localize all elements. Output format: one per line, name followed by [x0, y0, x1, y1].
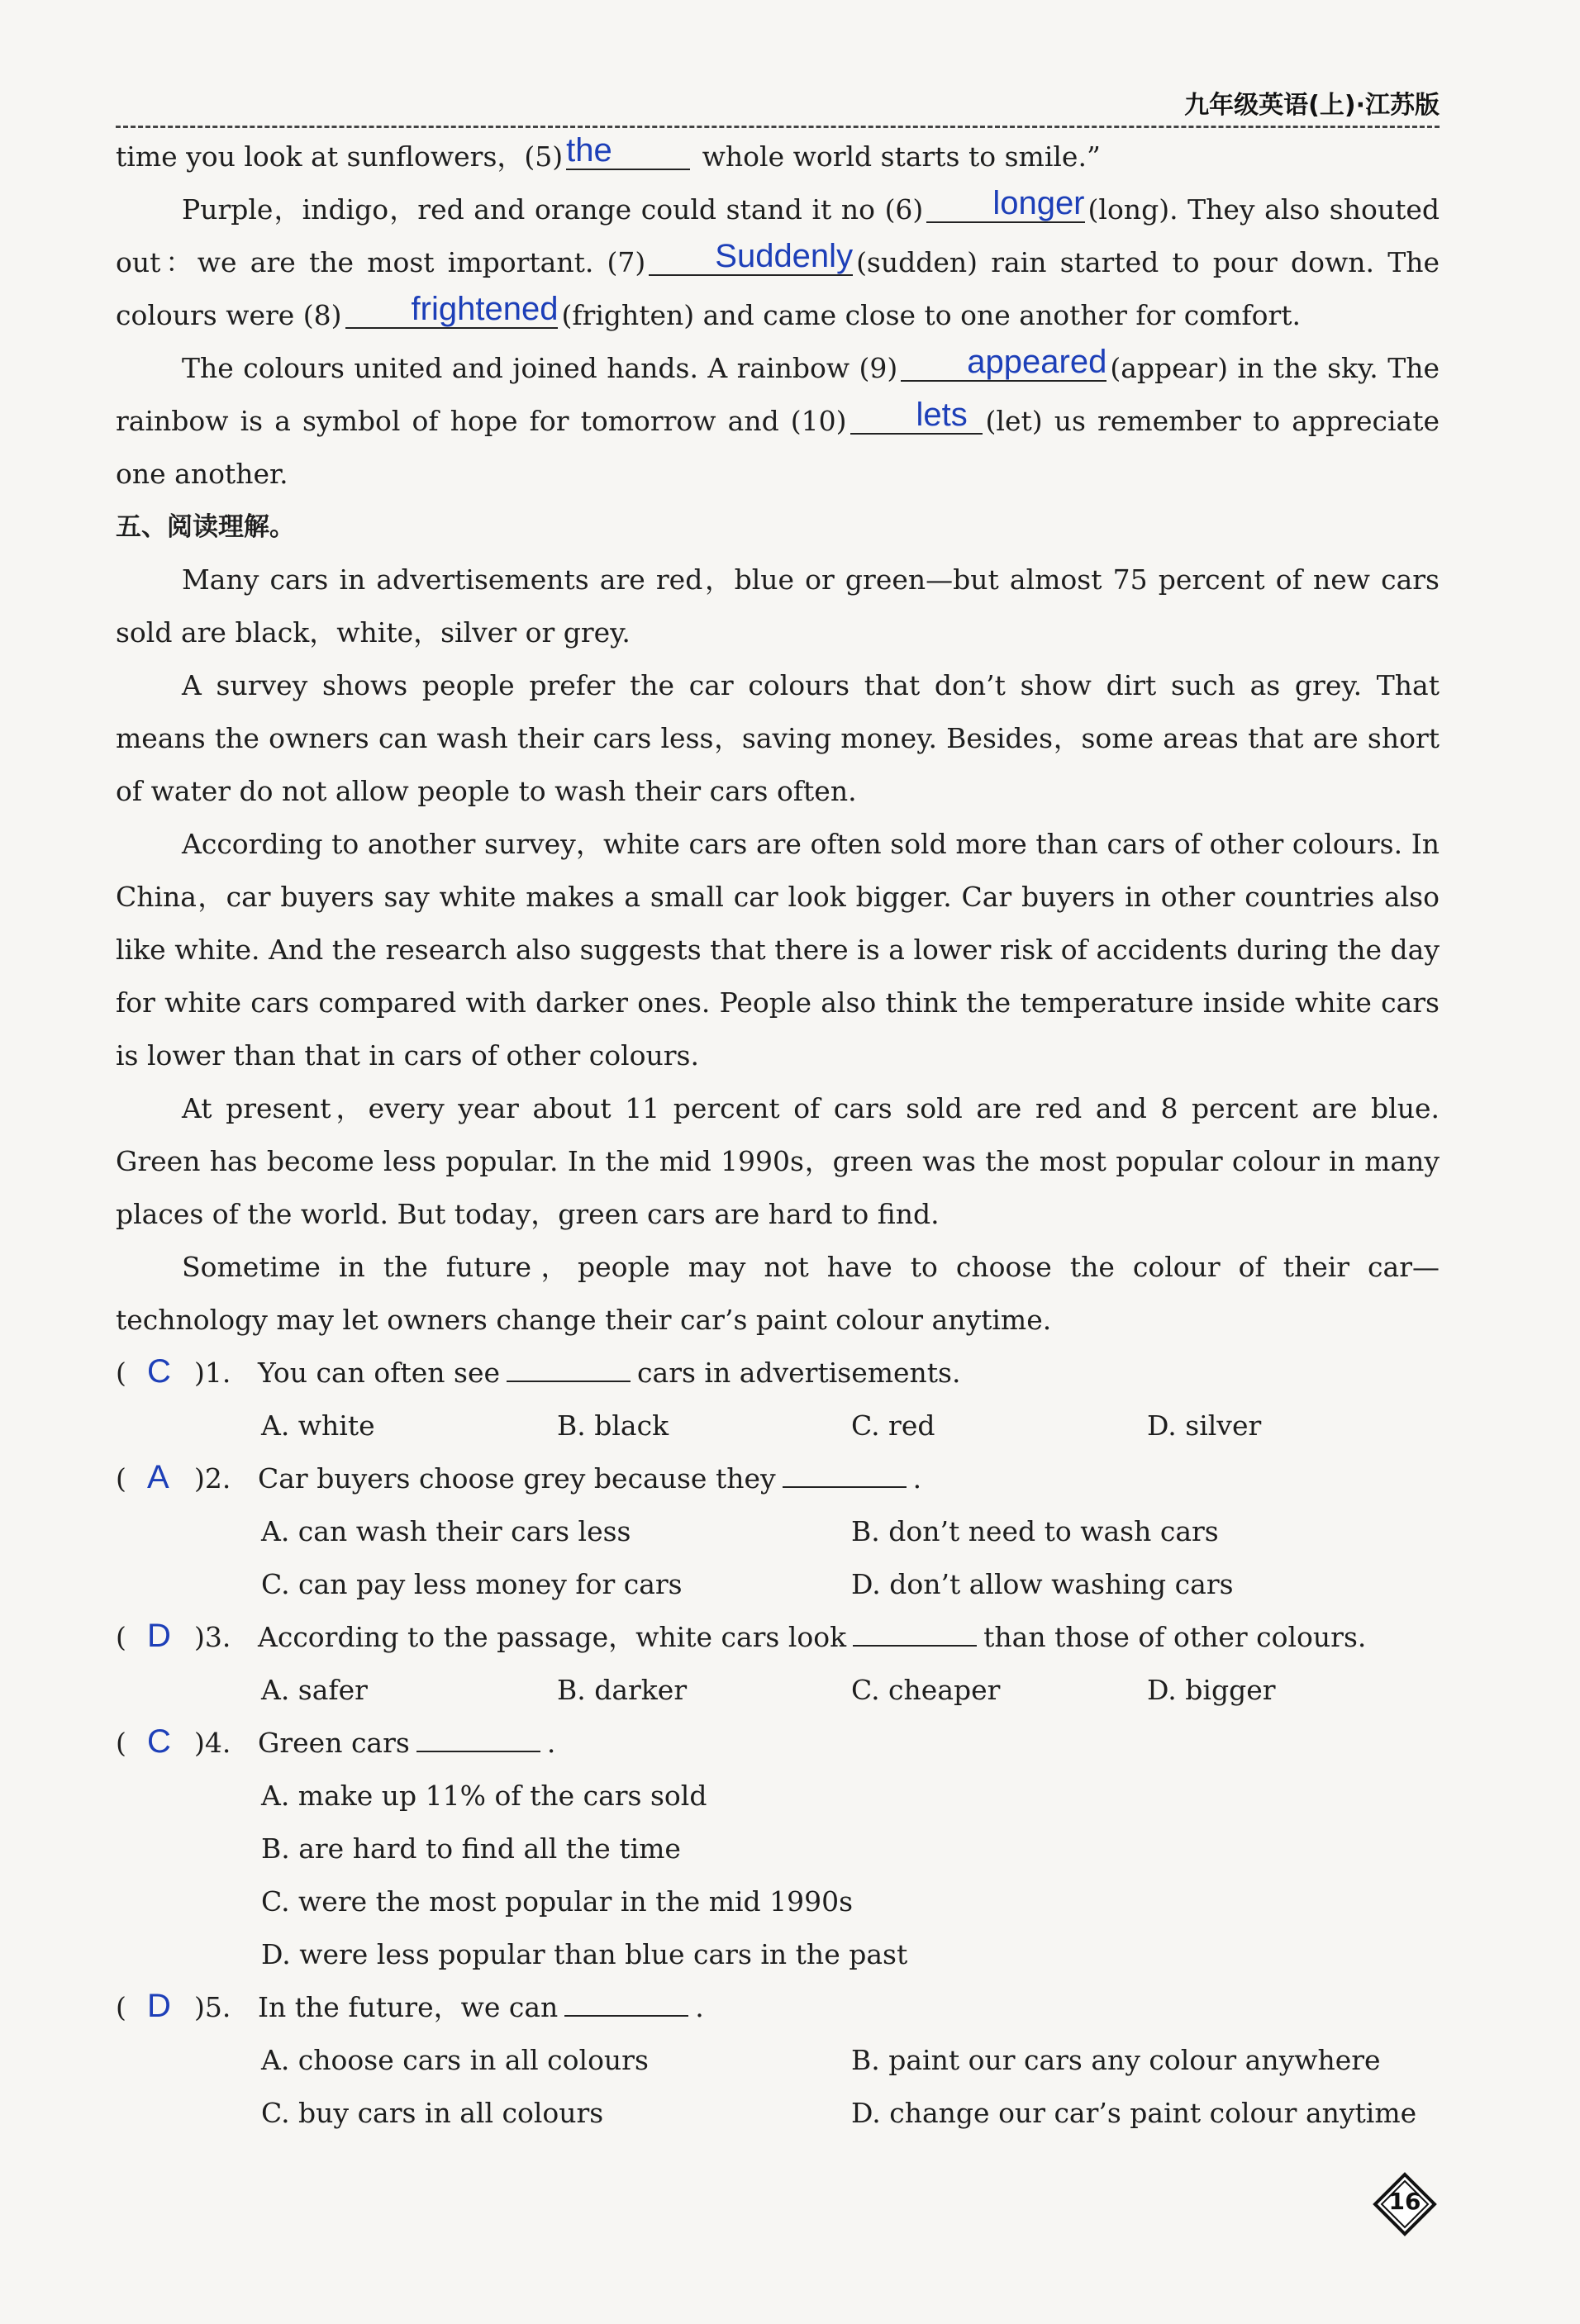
answer-7: Suddenly	[715, 238, 854, 274]
question-3	[116, 1611, 1440, 1664]
page-header	[116, 83, 1440, 128]
stem-text: .	[695, 1991, 704, 2023]
question-stem	[258, 1347, 961, 1400]
question-number: )4.	[194, 1727, 231, 1759]
option-d: D. don’t allow washing cars	[851, 1568, 1234, 1600]
cloze-line-1	[116, 131, 1440, 183]
question-4	[116, 1717, 1440, 1770]
options-row	[116, 1770, 1440, 1823]
cloze-text: The colours united and joined hands. A rainbow (9)	[182, 352, 898, 384]
answer-choice: A	[147, 1459, 169, 1495]
option-a: A. make up 11% of the cars sold	[261, 1780, 707, 1812]
question-number: )2.	[194, 1462, 231, 1495]
bracket-open: (	[116, 1462, 126, 1495]
reading-paragraph-4: At present，every year about 11 percent of cars sold are red and 8 percent are blue. Green has become less popular. In the mid 1990s，green was the most popular colour in many places of the world. But today，green cars are hard to find.	[116, 1092, 1440, 1230]
answer-choice: D	[147, 1618, 171, 1654]
bracket-open: (	[116, 1991, 126, 2023]
blank-9	[901, 345, 1106, 382]
options-row	[116, 1823, 1440, 1875]
answer-blank	[783, 1458, 907, 1488]
stem-text: In the future，we can	[258, 1991, 559, 2023]
option-b: B. don’t need to wash cars	[851, 1515, 1219, 1547]
question-number: )5.	[194, 1991, 231, 2023]
blank-5	[566, 134, 690, 170]
option-b: B. paint our cars any colour anywhere	[851, 2044, 1381, 2076]
question-stem	[258, 1981, 704, 2034]
cloze-text: time you look at sunflowers，(5)	[116, 140, 564, 173]
answer-blank	[564, 1987, 688, 2017]
stem-text: Green cars	[258, 1727, 410, 1759]
stem-text: .	[546, 1727, 556, 1759]
option-d: D. change our car’s paint colour anytime	[851, 2097, 1417, 2129]
reading-paragraph-2: A survey shows people prefer the car colours that don’t show dirt such as grey. That means the owners can wash their cars less，saving money. Besides，some areas that are short of water do not allow people to wash their cars often.	[116, 669, 1440, 807]
options-row	[116, 1505, 1440, 1558]
question-stem	[258, 1452, 921, 1505]
cloze-text: (long). They also shouted out：we are the most important. (7)	[116, 193, 1440, 278]
stem-text: than those of other colours.	[983, 1621, 1367, 1653]
question-number: )3.	[194, 1621, 231, 1653]
stem-text: .	[912, 1462, 922, 1495]
bracket-open: (	[116, 1357, 126, 1389]
stem-text: You can often see	[258, 1357, 501, 1389]
question-1	[116, 1347, 1440, 1400]
page-body	[116, 131, 1440, 2140]
answer-blank	[416, 1723, 540, 1752]
answer-choice: D	[147, 1988, 171, 2024]
options-row	[116, 1875, 1440, 1928]
options-row	[116, 1664, 1440, 1717]
options-row	[116, 2087, 1440, 2140]
cloze-text: (let) us remember to appreciate one another.	[116, 405, 1440, 490]
blank-8	[345, 292, 559, 329]
answer-blank	[853, 1617, 977, 1647]
answer-8: frightened	[411, 291, 559, 327]
question-number: )1.	[194, 1357, 231, 1389]
blank-6	[926, 187, 1084, 223]
option-b: B. are hard to find all the time	[261, 1832, 681, 1865]
question-2	[116, 1452, 1440, 1505]
reading-paragraph-1: Many cars in advertisements are red，blue or green—but almost 75 percent of new cars sold are black，white，silver or grey.	[116, 563, 1440, 649]
options-row	[116, 2034, 1440, 2087]
answer-choice: C	[147, 1723, 171, 1760]
cloze-text: (appear) in the sky. The rainbow is a symbol of hope for tomorrow and (10)	[116, 352, 1440, 437]
option-d: D. were less popular than blue cars in the past	[261, 1938, 908, 1970]
option-c: C. were the most popular in the mid 1990s	[261, 1885, 854, 1918]
option-b: B. darker	[557, 1674, 688, 1706]
answer-choice: C	[147, 1353, 171, 1390]
option-c: C. red	[851, 1409, 935, 1442]
cloze-text: (sudden) rain started to pour down. The colours were (8)	[116, 246, 1440, 331]
option-a: A. white	[261, 1409, 375, 1442]
cloze-paragraph-3	[116, 342, 1440, 501]
answer-6: longer	[992, 185, 1085, 221]
options-row	[116, 1928, 1440, 1981]
question-stem	[258, 1717, 555, 1770]
cloze-text: (frighten) and came close to one another for comfort.	[561, 299, 1301, 331]
stem-text: Car buyers choose grey because they	[258, 1462, 776, 1495]
stem-text: According to the passage，white cars look	[258, 1621, 847, 1653]
cloze-paragraph-2	[116, 183, 1440, 342]
reading-paragraph-3: According to another survey，white cars are often sold more than cars of other colours. In China，car buyers say white makes a small car look bigger. Car buyers in other countries also like white. And the research also suggests that there is a lower risk of accidents during the day for white cars compared with darker ones. People also think the temperature inside white cars is lower than that in cars of other colours.	[116, 828, 1440, 1072]
page-number: 16	[1388, 2188, 1421, 2215]
stem-text: cars in advertisements.	[637, 1357, 961, 1389]
bracket-open: (	[116, 1621, 126, 1653]
option-c: C. buy cars in all colours	[261, 2097, 604, 2129]
option-a: A. can wash their cars less	[261, 1515, 631, 1547]
answer-10: lets	[916, 397, 968, 433]
option-b: B. black	[557, 1409, 669, 1442]
options-row	[116, 1400, 1440, 1452]
option-c: C. cheaper	[851, 1674, 1001, 1706]
question-stem	[258, 1611, 1366, 1664]
reading-paragraph-5: Sometime in the future，people may not have to choose the colour of their car—technology may let owners change their car’s paint colour anytime.	[116, 1251, 1440, 1336]
cloze-text: whole world starts to smile.”	[702, 140, 1101, 173]
option-a: A. safer	[261, 1674, 368, 1706]
blank-7	[649, 240, 853, 276]
cloze-text: Purple，indigo，red and orange could stand it no (6)	[182, 193, 924, 226]
option-d: D. bigger	[1147, 1674, 1276, 1706]
answer-blank	[507, 1352, 631, 1382]
page-number-badge	[1372, 2171, 1438, 2237]
answer-5: the	[566, 132, 612, 169]
bracket-open: (	[116, 1727, 126, 1759]
option-c: C. can pay less money for cars	[261, 1568, 683, 1600]
blank-10	[850, 398, 983, 435]
question-5	[116, 1981, 1440, 2034]
header-title: 九年级英语(上)·江苏版	[1184, 91, 1440, 120]
option-a: A. choose cars in all colours	[261, 2044, 649, 2076]
section-title: 五、阅读理解。	[116, 512, 295, 542]
option-d: D. silver	[1147, 1409, 1262, 1442]
options-row	[116, 1558, 1440, 1611]
answer-9: appeared	[967, 344, 1107, 380]
